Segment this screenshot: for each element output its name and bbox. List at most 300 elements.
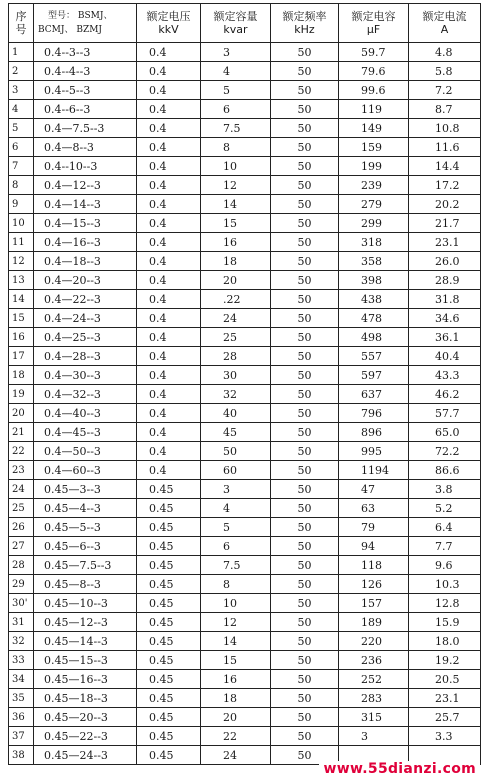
- cell-capacity: 6: [201, 537, 271, 556]
- table-row: [9, 518, 481, 537]
- cell-no: 12: [9, 252, 34, 271]
- cell-voltage: 0.4: [137, 195, 201, 214]
- cell-model: 0.4—18--3: [34, 252, 137, 271]
- cell-frequency: 50: [271, 746, 339, 765]
- cell-no: 6: [9, 138, 34, 157]
- cell-voltage: 0.4: [137, 385, 201, 404]
- cell-capacity: 7.5: [201, 119, 271, 138]
- cell-voltage: 0.45: [137, 499, 201, 518]
- cell-capacitance: 438: [339, 290, 409, 309]
- cell-current: 4.8: [409, 43, 481, 62]
- cell-voltage: 0.45: [137, 480, 201, 499]
- cell-current: 28.9: [409, 271, 481, 290]
- cell-capacity: 20: [201, 271, 271, 290]
- cell-frequency: 50: [271, 518, 339, 537]
- cell-model: 0.45—12--3: [34, 613, 137, 632]
- cell-capacitance: 3: [339, 727, 409, 746]
- cell-current: 17.2: [409, 176, 481, 195]
- cell-current: 65.0: [409, 423, 481, 442]
- cell-voltage: 0.4: [137, 233, 201, 252]
- table-row: [9, 556, 481, 575]
- cell-voltage: 0.45: [137, 556, 201, 575]
- cell-no: 9: [9, 195, 34, 214]
- table-row: [9, 233, 481, 252]
- cell-frequency: 50: [271, 347, 339, 366]
- cell-voltage: 0.45: [137, 613, 201, 632]
- site-watermark: www.55dianzi.com: [319, 761, 480, 777]
- cell-model: 0.4--6--3: [34, 100, 137, 119]
- table-row: [9, 708, 481, 727]
- cell-capacitance: 995: [339, 442, 409, 461]
- cell-capacitance: 283: [339, 689, 409, 708]
- cell-model: 0.45—7.5--3: [34, 556, 137, 575]
- table-row: [9, 499, 481, 518]
- cell-current: 23.1: [409, 233, 481, 252]
- table-row: [9, 575, 481, 594]
- cell-voltage: 0.4: [137, 347, 201, 366]
- cell-capacity: 5: [201, 518, 271, 537]
- cell-no: 20: [9, 404, 34, 423]
- cell-current: 86.6: [409, 461, 481, 480]
- cell-capacity: 45: [201, 423, 271, 442]
- cell-model: 0.4—32--3: [34, 385, 137, 404]
- cell-capacitance: 239: [339, 176, 409, 195]
- cell-no: 1: [9, 43, 34, 62]
- cell-no: 34: [9, 670, 34, 689]
- table-row: [9, 537, 481, 556]
- table-row: [9, 480, 481, 499]
- cell-no: 17: [9, 347, 34, 366]
- table-row: [9, 62, 481, 81]
- cell-frequency: 50: [271, 385, 339, 404]
- cell-no: 28: [9, 556, 34, 575]
- cell-capacity: 12: [201, 613, 271, 632]
- cell-capacitance: 896: [339, 423, 409, 442]
- cell-current: 3.8: [409, 480, 481, 499]
- cell-model: 0.45—8--3: [34, 575, 137, 594]
- cell-no: 7: [9, 157, 34, 176]
- cell-capacitance: 315: [339, 708, 409, 727]
- cell-current: 10.3: [409, 575, 481, 594]
- cell-capacity: 24: [201, 309, 271, 328]
- cell-capacitance: 557: [339, 347, 409, 366]
- cell-capacity: 40: [201, 404, 271, 423]
- table-row: [9, 119, 481, 138]
- cell-frequency: 50: [271, 708, 339, 727]
- cell-capacity: 18: [201, 689, 271, 708]
- cell-frequency: 50: [271, 556, 339, 575]
- cell-frequency: 50: [271, 157, 339, 176]
- cell-no: 25: [9, 499, 34, 518]
- cell-no: 23: [9, 461, 34, 480]
- cell-capacity: 7.5: [201, 556, 271, 575]
- cell-no: 36: [9, 708, 34, 727]
- cell-model: 0.45—6--3: [34, 537, 137, 556]
- cell-current: 20.5: [409, 670, 481, 689]
- cell-current: 14.4: [409, 157, 481, 176]
- cell-frequency: 50: [271, 442, 339, 461]
- cell-current: 7.2: [409, 81, 481, 100]
- cell-frequency: 50: [271, 613, 339, 632]
- cell-frequency: 50: [271, 366, 339, 385]
- cell-model: 0.45—10--3: [34, 594, 137, 613]
- cell-voltage: 0.45: [137, 670, 201, 689]
- cell-no: 29: [9, 575, 34, 594]
- cell-frequency: 50: [271, 404, 339, 423]
- cell-capacitance: 796: [339, 404, 409, 423]
- cell-current: 3.3: [409, 727, 481, 746]
- table-row: [9, 613, 481, 632]
- cell-capacity: 14: [201, 195, 271, 214]
- table-row: [9, 43, 481, 62]
- cell-voltage: 0.45: [137, 746, 201, 765]
- col-header-frequency: 额定频率 kHz: [271, 4, 339, 43]
- table-row: [9, 385, 481, 404]
- cell-capacitance: 59.7: [339, 43, 409, 62]
- cell-model: 0.45—20--3: [34, 708, 137, 727]
- cell-voltage: 0.45: [137, 632, 201, 651]
- cell-capacitance: 199: [339, 157, 409, 176]
- cell-no: 33: [9, 651, 34, 670]
- cell-voltage: 0.45: [137, 727, 201, 746]
- cell-capacity: 30: [201, 366, 271, 385]
- cell-current: 34.6: [409, 309, 481, 328]
- cell-no: 4: [9, 100, 34, 119]
- cell-model: 0.45—18--3: [34, 689, 137, 708]
- cell-voltage: 0.4: [137, 309, 201, 328]
- cell-capacity: 3: [201, 43, 271, 62]
- cell-current: 15.9: [409, 613, 481, 632]
- cell-voltage: 0.4: [137, 328, 201, 347]
- cell-current: 36.1: [409, 328, 481, 347]
- cell-current: 19.2: [409, 651, 481, 670]
- cell-capacitance: 220: [339, 632, 409, 651]
- cell-current: 18.0: [409, 632, 481, 651]
- cell-frequency: 50: [271, 138, 339, 157]
- cell-frequency: 50: [271, 309, 339, 328]
- cell-capacity: 16: [201, 670, 271, 689]
- cell-model: 0.45—4--3: [34, 499, 137, 518]
- cell-capacitance: 94: [339, 537, 409, 556]
- cell-model: 0.4--10--3: [34, 157, 137, 176]
- cell-voltage: 0.4: [137, 366, 201, 385]
- cell-frequency: 50: [271, 480, 339, 499]
- cell-model: 0.4—40--3: [34, 404, 137, 423]
- col-header-no: 序 号: [9, 4, 34, 43]
- cell-frequency: 50: [271, 195, 339, 214]
- cell-capacity: 3: [201, 480, 271, 499]
- cell-capacity: 22: [201, 727, 271, 746]
- cell-model: 0.4—8--3: [34, 138, 137, 157]
- table-row: [9, 461, 481, 480]
- table-row: [9, 670, 481, 689]
- cell-current: 12.8: [409, 594, 481, 613]
- cell-current: 43.3: [409, 366, 481, 385]
- cell-capacitance: 398: [339, 271, 409, 290]
- cell-capacity: 10: [201, 157, 271, 176]
- cell-capacity: .22: [201, 290, 271, 309]
- cell-voltage: 0.4: [137, 119, 201, 138]
- table-row: [9, 252, 481, 271]
- table-row: [9, 138, 481, 157]
- cell-capacitance: 99.6: [339, 81, 409, 100]
- cell-current: 9.6: [409, 556, 481, 575]
- cell-frequency: 50: [271, 594, 339, 613]
- cell-voltage: 0.4: [137, 461, 201, 480]
- col-header-model: 型号： BSMJ、 BCMJ、 BZMJ: [34, 4, 137, 43]
- table-row: [9, 81, 481, 100]
- cell-voltage: 0.4: [137, 62, 201, 81]
- cell-current: 5.8: [409, 62, 481, 81]
- cell-no: 3: [9, 81, 34, 100]
- cell-voltage: 0.45: [137, 689, 201, 708]
- cell-frequency: 50: [271, 271, 339, 290]
- cell-capacitance: 189: [339, 613, 409, 632]
- cell-no: 2: [9, 62, 34, 81]
- cell-no: 18: [9, 366, 34, 385]
- cell-no: 32: [9, 632, 34, 651]
- cell-frequency: 50: [271, 233, 339, 252]
- cell-frequency: 50: [271, 119, 339, 138]
- cell-capacity: 25: [201, 328, 271, 347]
- cell-model: 0.4—7.5--3: [34, 119, 137, 138]
- cell-capacitance: 63: [339, 499, 409, 518]
- cell-capacitance: 1194: [339, 461, 409, 480]
- cell-frequency: 50: [271, 100, 339, 119]
- cell-no: 38: [9, 746, 34, 765]
- cell-capacitance: 79: [339, 518, 409, 537]
- table-row: [9, 271, 481, 290]
- table-row: [9, 328, 481, 347]
- cell-capacity: 8: [201, 138, 271, 157]
- cell-capacity: 5: [201, 81, 271, 100]
- cell-capacity: 28: [201, 347, 271, 366]
- table-row: [9, 632, 481, 651]
- cell-capacity: 4: [201, 499, 271, 518]
- cell-no: 22: [9, 442, 34, 461]
- cell-capacitance: 118: [339, 556, 409, 575]
- cell-voltage: 0.4: [137, 176, 201, 195]
- table-row: [9, 404, 481, 423]
- cell-capacitance: 279: [339, 195, 409, 214]
- table-row: [9, 309, 481, 328]
- cell-frequency: 50: [271, 727, 339, 746]
- table-row: [9, 176, 481, 195]
- cell-voltage: 0.4: [137, 100, 201, 119]
- cell-model: 0.45—3--3: [34, 480, 137, 499]
- cell-voltage: 0.4: [137, 43, 201, 62]
- table-header: [9, 4, 481, 43]
- cell-capacitance: 149: [339, 119, 409, 138]
- cell-model: 0.45—15--3: [34, 651, 137, 670]
- cell-capacity: 15: [201, 214, 271, 233]
- table-row: [9, 290, 481, 309]
- cell-model: 0.4--3--3: [34, 43, 137, 62]
- cell-model: 0.4—25--3: [34, 328, 137, 347]
- cell-voltage: 0.4: [137, 157, 201, 176]
- cell-current: 40.4: [409, 347, 481, 366]
- cell-no: 31: [9, 613, 34, 632]
- cell-no: 30': [9, 594, 34, 613]
- cell-current: 25.7: [409, 708, 481, 727]
- col-header-current: 额定电流 A: [409, 4, 481, 43]
- cell-no: 8: [9, 176, 34, 195]
- cell-voltage: 0.45: [137, 594, 201, 613]
- cell-frequency: 50: [271, 670, 339, 689]
- table-row: [9, 195, 481, 214]
- cell-capacitance: 157: [339, 594, 409, 613]
- cell-voltage: 0.45: [137, 575, 201, 594]
- table-row: [9, 442, 481, 461]
- cell-frequency: 50: [271, 328, 339, 347]
- cell-frequency: 50: [271, 176, 339, 195]
- table-row: [9, 366, 481, 385]
- table-row: [9, 347, 481, 366]
- cell-model: 0.4--4--3: [34, 62, 137, 81]
- cell-frequency: 50: [271, 81, 339, 100]
- cell-voltage: 0.4: [137, 214, 201, 233]
- cell-capacitance: 79.6: [339, 62, 409, 81]
- cell-frequency: 50: [271, 252, 339, 271]
- cell-frequency: 50: [271, 214, 339, 233]
- cell-capacitance: 318: [339, 233, 409, 252]
- cell-capacity: 24: [201, 746, 271, 765]
- cell-no: 15: [9, 309, 34, 328]
- cell-no: 21: [9, 423, 34, 442]
- cell-current: 10.8: [409, 119, 481, 138]
- cell-model: 0.4—12--3: [34, 176, 137, 195]
- cell-frequency: 50: [271, 43, 339, 62]
- cell-model: 0.45—22--3: [34, 727, 137, 746]
- table-row: [9, 214, 481, 233]
- cell-model: 0.4—50--3: [34, 442, 137, 461]
- cell-current: 5.2: [409, 499, 481, 518]
- cell-current: 6.4: [409, 518, 481, 537]
- cell-model: 0.4—20--3: [34, 271, 137, 290]
- cell-current: 31.8: [409, 290, 481, 309]
- cell-frequency: 50: [271, 461, 339, 480]
- cell-capacity: 6: [201, 100, 271, 119]
- cell-capacitance: 597: [339, 366, 409, 385]
- cell-capacity: 10: [201, 594, 271, 613]
- cell-frequency: 50: [271, 423, 339, 442]
- cell-current: 26.0: [409, 252, 481, 271]
- col-header-capacity: 额定容量 kvar: [201, 4, 271, 43]
- cell-capacity: 60: [201, 461, 271, 480]
- cell-capacity: 18: [201, 252, 271, 271]
- cell-frequency: 50: [271, 499, 339, 518]
- capacitor-spec-sheet: [8, 3, 480, 765]
- cell-capacitance: 252: [339, 670, 409, 689]
- cell-voltage: 0.4: [137, 442, 201, 461]
- cell-model: 0.4—45--3: [34, 423, 137, 442]
- cell-current: 21.7: [409, 214, 481, 233]
- cell-capacitance: 637: [339, 385, 409, 404]
- cell-model: 0.4—15--3: [34, 214, 137, 233]
- cell-voltage: 0.4: [137, 290, 201, 309]
- spec-table: [8, 3, 481, 765]
- cell-capacity: 14: [201, 632, 271, 651]
- table-row: [9, 689, 481, 708]
- table-row: [9, 594, 481, 613]
- cell-frequency: 50: [271, 651, 339, 670]
- cell-model: 0.4—16--3: [34, 233, 137, 252]
- cell-no: 27: [9, 537, 34, 556]
- cell-model: 0.4—28--3: [34, 347, 137, 366]
- cell-current: 57.7: [409, 404, 481, 423]
- cell-frequency: 50: [271, 290, 339, 309]
- cell-voltage: 0.4: [137, 423, 201, 442]
- cell-capacity: 15: [201, 651, 271, 670]
- table-row: [9, 100, 481, 119]
- cell-current: 11.6: [409, 138, 481, 157]
- cell-no: 11: [9, 233, 34, 252]
- cell-capacitance: 159: [339, 138, 409, 157]
- cell-capacitance: 498: [339, 328, 409, 347]
- cell-capacitance: 126: [339, 575, 409, 594]
- cell-capacitance: 299: [339, 214, 409, 233]
- cell-capacitance: 236: [339, 651, 409, 670]
- cell-voltage: 0.4: [137, 271, 201, 290]
- table-row: [9, 651, 481, 670]
- cell-no: 37: [9, 727, 34, 746]
- cell-model: 0.4--5--3: [34, 81, 137, 100]
- cell-capacitance: 47: [339, 480, 409, 499]
- table-row: [9, 727, 481, 746]
- cell-model: 0.45—24--3: [34, 746, 137, 765]
- cell-capacity: 16: [201, 233, 271, 252]
- table-row: [9, 157, 481, 176]
- table-row: [9, 423, 481, 442]
- cell-model: 0.4—24--3: [34, 309, 137, 328]
- cell-frequency: 50: [271, 62, 339, 81]
- cell-capacitance: 478: [339, 309, 409, 328]
- cell-current: 72.2: [409, 442, 481, 461]
- cell-model: 0.45—14--3: [34, 632, 137, 651]
- cell-current: 46.2: [409, 385, 481, 404]
- cell-model: 0.45—16--3: [34, 670, 137, 689]
- cell-voltage: 0.4: [137, 252, 201, 271]
- cell-model: 0.4—30--3: [34, 366, 137, 385]
- cell-frequency: 50: [271, 689, 339, 708]
- cell-no: 35: [9, 689, 34, 708]
- cell-voltage: 0.45: [137, 651, 201, 670]
- cell-capacity: 12: [201, 176, 271, 195]
- table-body: [9, 43, 481, 765]
- cell-voltage: 0.45: [137, 518, 201, 537]
- cell-no: 16: [9, 328, 34, 347]
- cell-current: 20.2: [409, 195, 481, 214]
- cell-capacity: 20: [201, 708, 271, 727]
- cell-capacity: 4: [201, 62, 271, 81]
- cell-no: 5: [9, 119, 34, 138]
- cell-no: 26: [9, 518, 34, 537]
- cell-voltage: 0.45: [137, 537, 201, 556]
- cell-voltage: 0.4: [137, 81, 201, 100]
- cell-frequency: 50: [271, 537, 339, 556]
- cell-no: 13: [9, 271, 34, 290]
- cell-current: 8.7: [409, 100, 481, 119]
- cell-current: 7.7: [409, 537, 481, 556]
- cell-no: 10: [9, 214, 34, 233]
- cell-no: 19: [9, 385, 34, 404]
- cell-capacitance: 358: [339, 252, 409, 271]
- cell-model: 0.4—60--3: [34, 461, 137, 480]
- cell-voltage: 0.45: [137, 708, 201, 727]
- cell-model: 0.45—5--3: [34, 518, 137, 537]
- cell-no: 24: [9, 480, 34, 499]
- cell-frequency: 50: [271, 632, 339, 651]
